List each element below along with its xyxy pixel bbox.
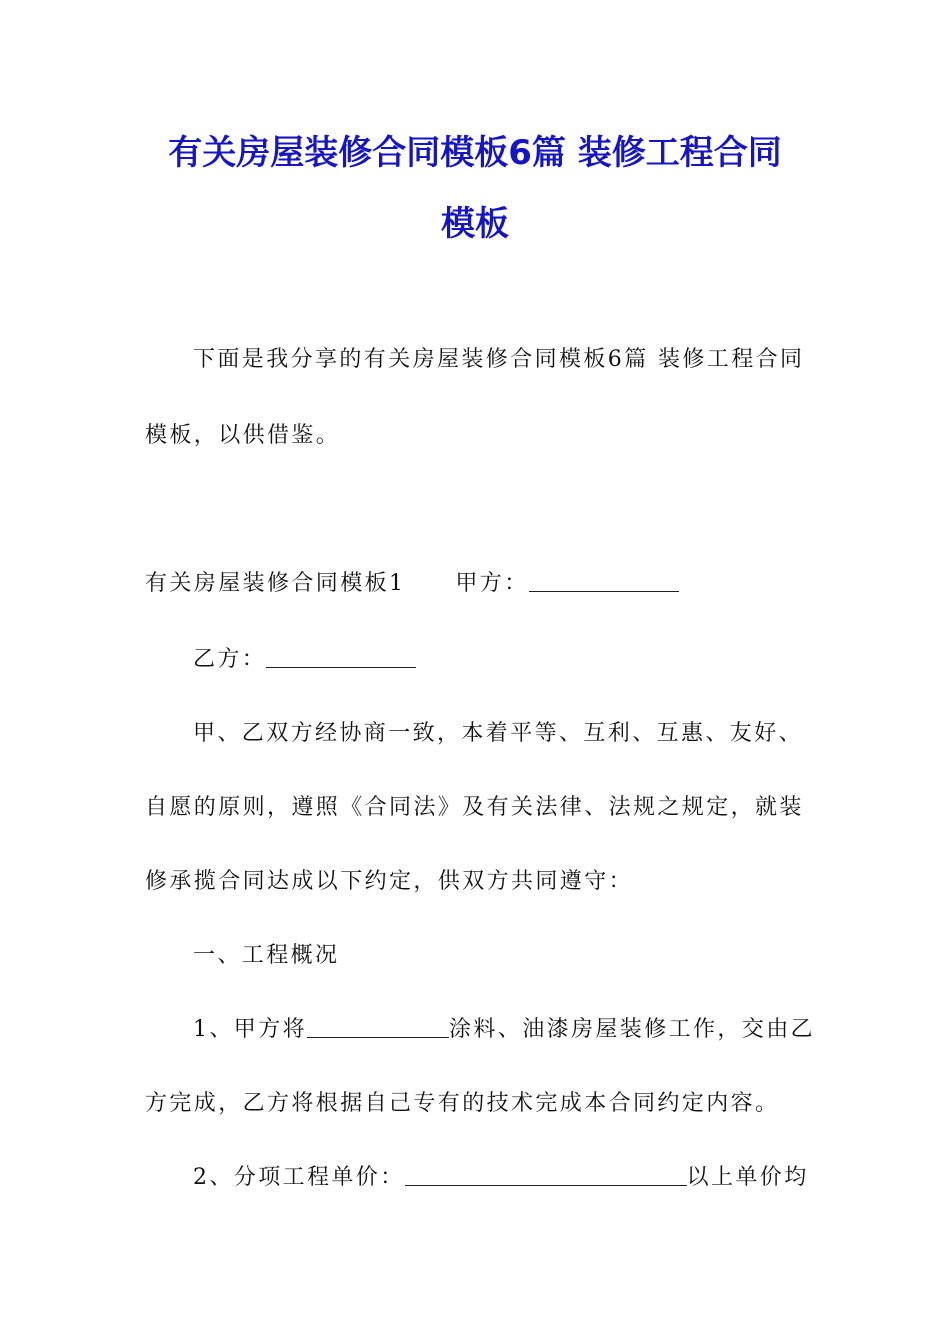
para1-line-2: 自愿的原则，遵照《合同法》及有关法律、法规之规定，就装 <box>145 795 804 820</box>
section1-heading: 有关房屋装修合同模板1 <box>145 571 406 596</box>
item1-row <box>193 1016 815 1044</box>
para1-line-1: 甲、乙双方经协商一致，本着平等、互利、互惠、友好、 <box>193 721 804 746</box>
document-title-line-2: 模板 <box>441 204 509 244</box>
para1-line-3: 修承揽合同达成以下约定，供双方共同遵守： <box>145 869 634 894</box>
section1-heading-row <box>145 570 679 598</box>
item2-suffix: 以上单价均 <box>686 1165 809 1190</box>
party-b-blank <box>266 647 416 668</box>
intro-line-2: 模板，以供借鉴。 <box>145 423 341 448</box>
overview-heading: 一、工程概况 <box>193 943 340 968</box>
party-a-label: 甲方： <box>455 571 529 596</box>
document-title-line-1: 有关房屋装修合同模板6篇 装修工程合同 <box>168 133 782 173</box>
item1-prefix: 1、甲方将 <box>193 1017 307 1042</box>
item1-line-2: 方完成，乙方将根据自己专有的技术完成本合同约定内容。 <box>145 1091 780 1116</box>
party-b-label: 乙方： <box>193 647 267 672</box>
item2-blank <box>405 1165 687 1186</box>
party-b-row <box>193 646 416 674</box>
intro-line-1: 下面是我分享的有关房屋装修合同模板6篇 装修工程合同 <box>193 347 805 372</box>
party-a-blank <box>529 571 679 592</box>
item2-prefix: 2、分项工程单价： <box>193 1165 405 1190</box>
item2-row <box>193 1164 809 1192</box>
item1-blank <box>307 1017 449 1038</box>
item1-suffix: 涂料、油漆房屋装修工作，交由乙 <box>449 1017 816 1042</box>
